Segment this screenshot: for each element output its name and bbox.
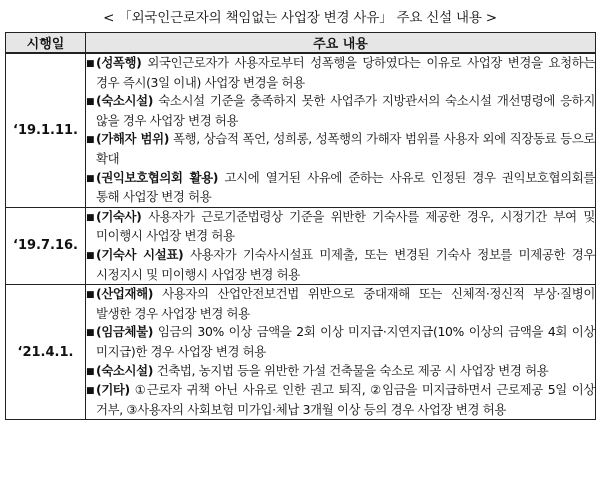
item-label: (기숙사)	[96, 208, 142, 224]
item-label: (숙소시설)	[96, 93, 154, 109]
rules-table	[5, 32, 596, 420]
bullet-icon: ■	[86, 173, 95, 184]
effective-date: ‘21.4.1.	[6, 285, 86, 420]
list-item	[86, 285, 595, 323]
header-content: 주요 내용	[86, 33, 596, 54]
bullet-icon: ■	[86, 386, 95, 397]
list-item	[86, 323, 595, 361]
list-item	[86, 54, 595, 92]
bullet-icon: ■	[86, 328, 95, 339]
item-label: (성폭행)	[96, 55, 142, 70]
list-item	[86, 169, 595, 207]
table-row	[6, 53, 596, 207]
item-label: (산업재해)	[96, 286, 154, 302]
bullet-icon: ■	[86, 212, 95, 223]
bullet-icon: ■	[86, 59, 95, 69]
document-title: < 「외국인근로자의 책임없는 사업장 변경 사유」 주요 신설 내용 >	[103, 10, 497, 26]
item-label: (기숙사 시설표)	[96, 246, 184, 262]
bullet-icon: ■	[86, 250, 95, 261]
item-label: (가해자 범위)	[96, 131, 170, 147]
content-cell	[86, 53, 596, 207]
item-text: 건축법, 농지법 등을 위반한 가설 건축물을 숙소로 제공 시 사업장 변경 허용	[153, 362, 549, 378]
item-text: 사용자가 기숙사시설표 미제출, 또는 변경된 기숙사 정보를 미제공한 경우 시정지시 및 미이행시 사업장 변경 허용	[96, 246, 595, 282]
item-text: 임금의 30% 이상 금액을 2회 이상 미지급·지연지급(10% 이상의 금액을 4회 이상 미지급)한 경우 사업장 변경 허용	[96, 324, 595, 359]
list-item	[86, 246, 595, 284]
list-item	[86, 130, 595, 168]
table-row	[6, 285, 596, 420]
list-item	[86, 208, 595, 246]
effective-date: ‘19.1.11.	[6, 53, 86, 207]
item-text: 사용자의 산업안전보건법 위반으로 중대재해 또는 신체적·정신적 부상·질병이 발생한 경우 사업장 변경 허용	[96, 286, 595, 321]
table-row	[6, 207, 596, 284]
header-date: 시행일	[6, 33, 86, 54]
content-cell	[86, 207, 596, 284]
effective-date: ‘19.7.16.	[6, 207, 86, 284]
item-text: 숙소시설 기준을 충족하지 못한 사업주가 지방관서의 숙소시설 개선명령에 응하지 않을 경우 사업장 변경 허용	[96, 93, 595, 128]
item-label: (숙소시설)	[96, 362, 154, 378]
item-text: 외국인근로자가 사용자로부터 성폭행을 당하였다는 이유로 사업장 변경을 요청하는 경우 즉시(3일 이내) 사업장 변경을 허용	[96, 55, 595, 90]
bullet-icon: ■	[86, 366, 95, 377]
list-item	[86, 381, 595, 419]
table-header-row	[6, 33, 596, 54]
bullet-icon: ■	[86, 290, 95, 301]
list-item	[86, 362, 595, 382]
item-label: (권익보호협의회 활용)	[96, 169, 219, 185]
item-label: (임금체불)	[96, 324, 154, 340]
item-text: 폭행, 상습적 폭언, 성희롱, 성폭행의 가해자 범위를 사용자 외에 직장동료 등으로 확대	[96, 131, 596, 166]
list-item	[86, 92, 595, 130]
item-text: ①근로자 귀책 아닌 사유로 인한 권고 퇴직, ②임금을 미지급하면서 근로제공 5일 이상 거부, ③사용자의 사회보험 미가입·체납 3개월 이상 등의 경우 사업장 변경 허용	[96, 382, 595, 417]
item-text: 고시에 열거된 사유에 준하는 사유로 인정된 경우 권익보호협의회를 통해 사업장 변경 허용	[96, 169, 595, 205]
bullet-icon: ■	[86, 135, 95, 146]
item-label: (기타)	[96, 382, 130, 398]
item-text: 사용자가 근로기준법령상 기준을 위반한 기숙사를 제공한 경우, 시정기간 부여 및 미이행시 사업장 변경 허용	[96, 208, 595, 244]
content-cell	[86, 285, 596, 420]
bullet-icon: ■	[86, 97, 95, 108]
